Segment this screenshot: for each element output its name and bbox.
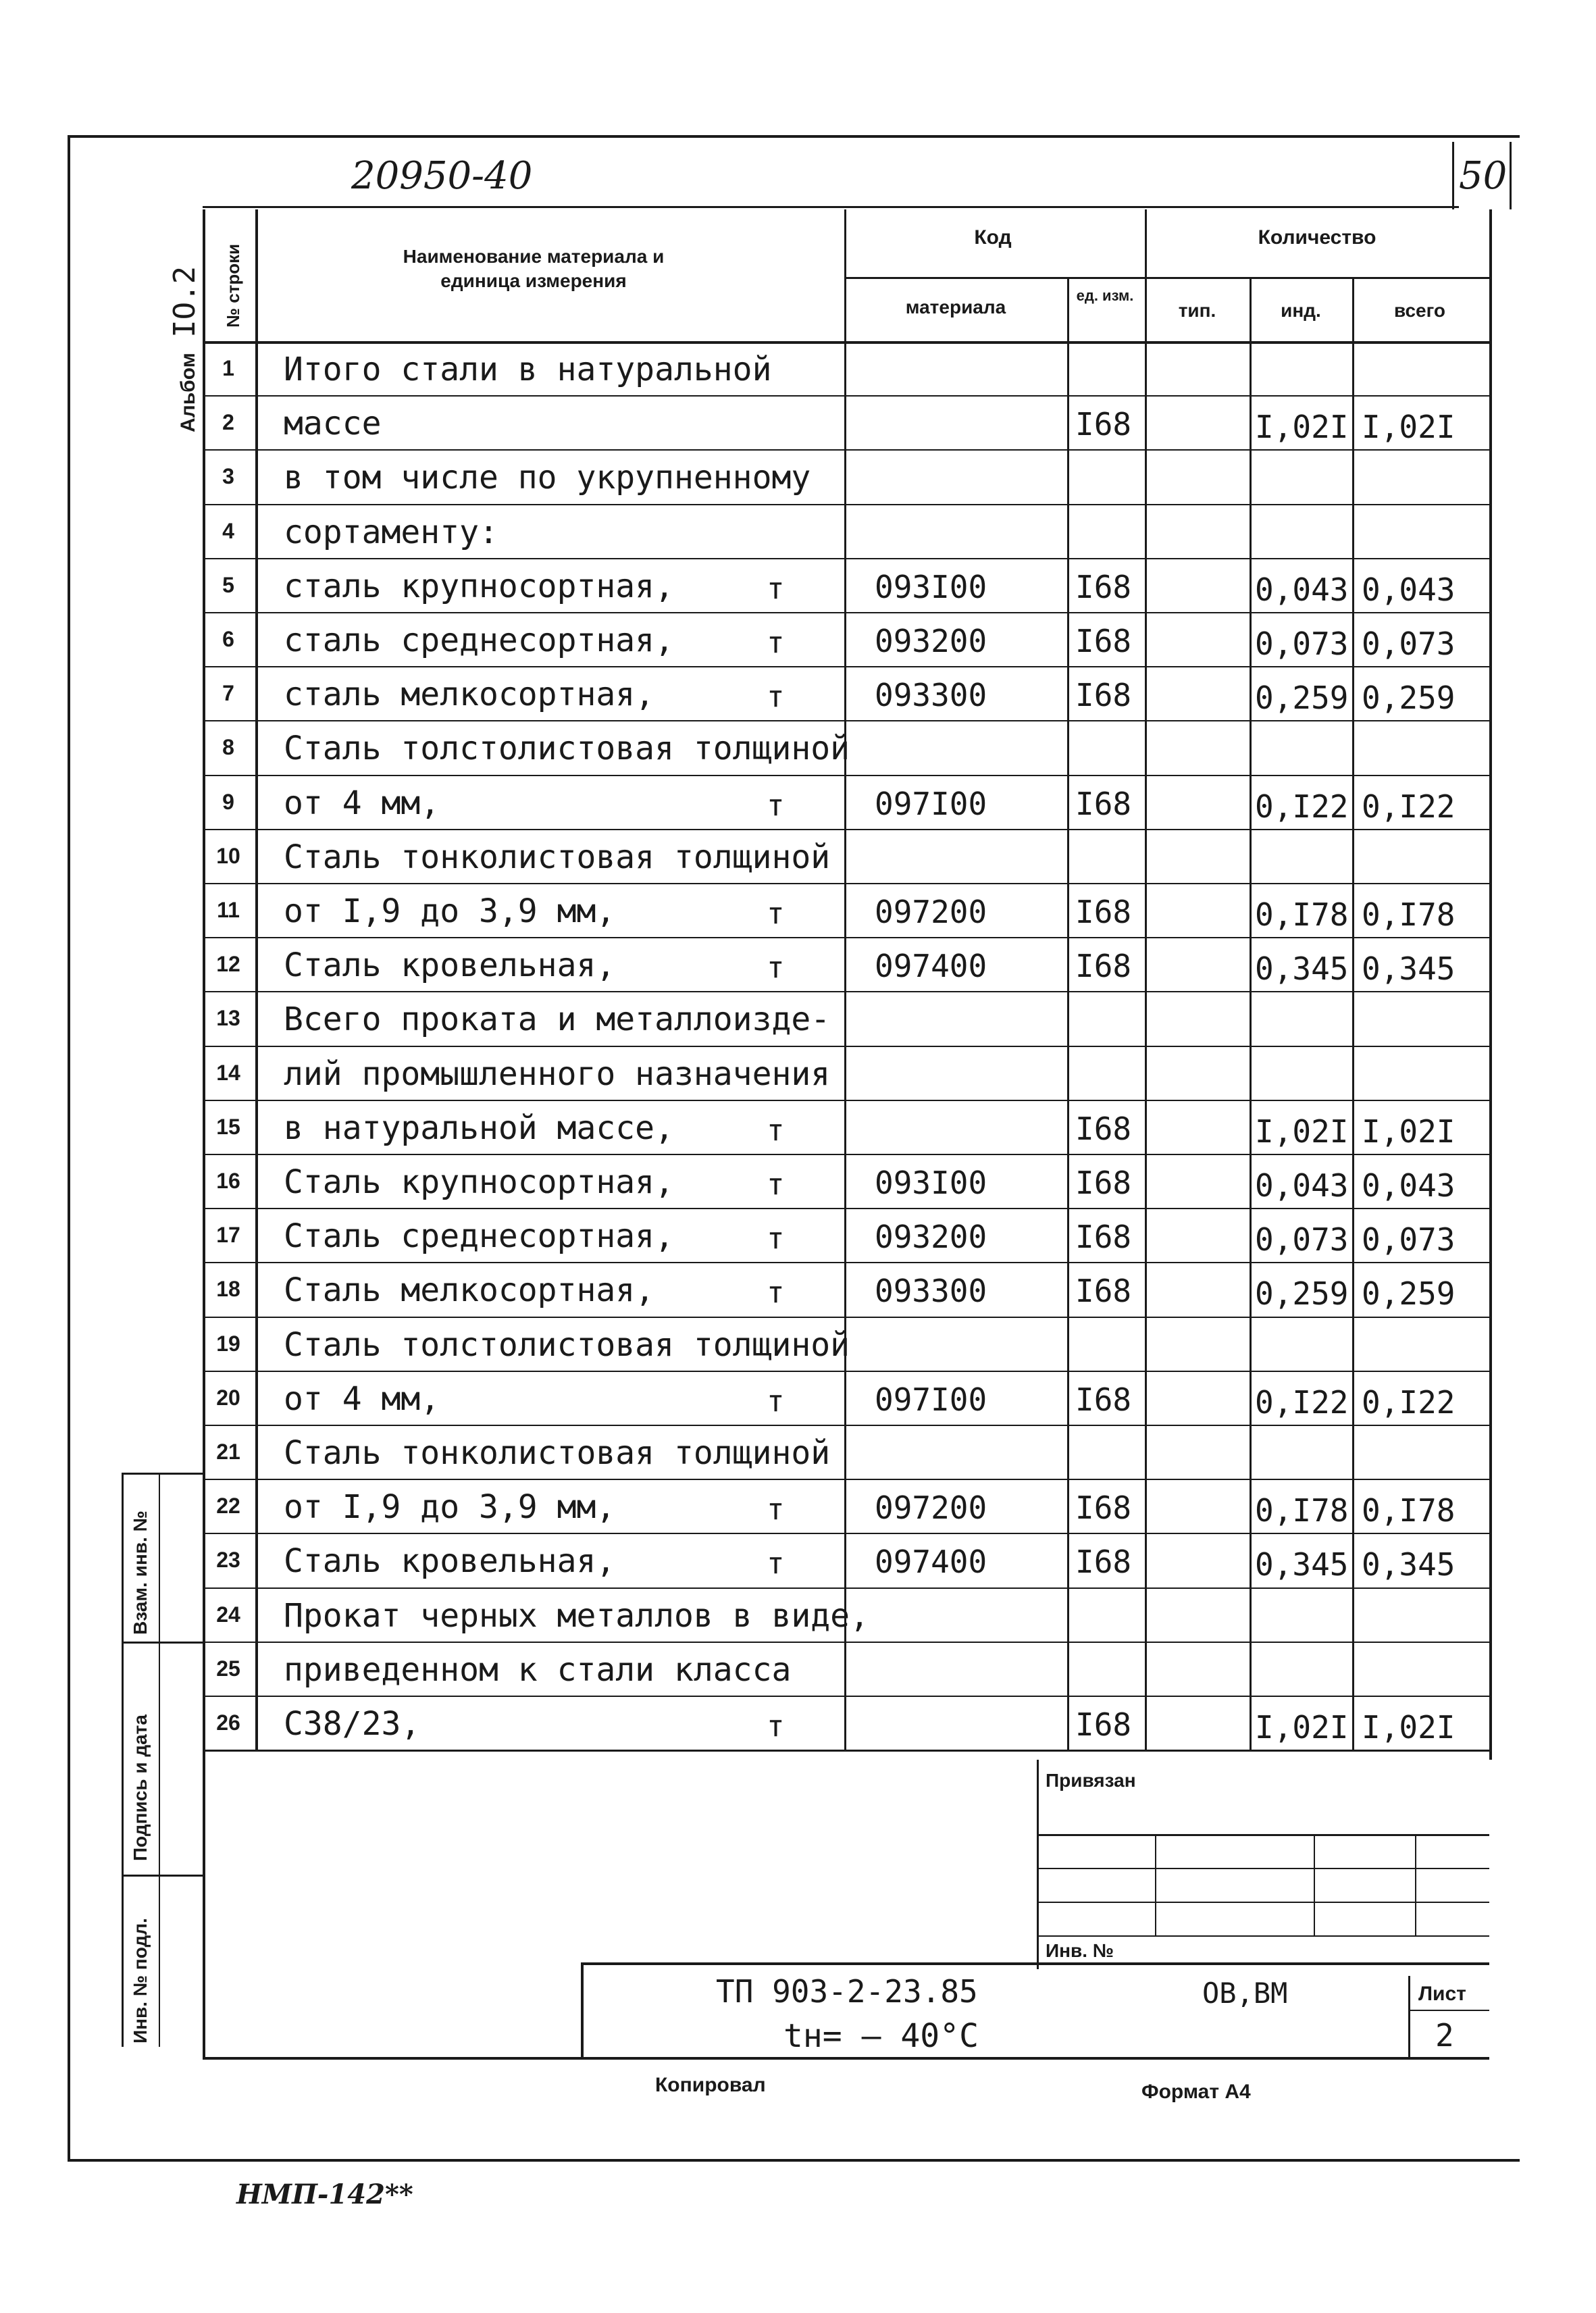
col-header-code: Код — [974, 226, 1012, 249]
tb-v1 — [1155, 1834, 1156, 1937]
row-separator — [203, 558, 1489, 559]
row-code-material: 093300 — [875, 1273, 987, 1310]
row-qty-total: 0,259 — [1362, 680, 1456, 717]
row-separator — [203, 1642, 1489, 1643]
row-qty-total: I,02I — [1362, 1709, 1456, 1746]
row-name: сталь среднесортная, — [284, 621, 674, 659]
row-separator — [203, 720, 1489, 721]
row-name: Сталь тонколистовая толщиной — [284, 1434, 831, 1472]
row-qty-total: I,02I — [1362, 1113, 1456, 1150]
row-name: от 4 мм, — [284, 784, 440, 822]
tb-privyazan: Привязан — [1046, 1770, 1136, 1791]
tb-sheet-left — [1408, 1976, 1410, 2057]
row-code-unit: I68 — [1075, 1706, 1132, 1743]
row-separator — [203, 1587, 1489, 1589]
row-separator — [203, 1154, 1489, 1155]
row-unit: т — [767, 1383, 785, 1419]
row-code-material: 097I00 — [875, 785, 987, 822]
row-number: 5 — [222, 572, 234, 597]
row-code-unit: I68 — [1075, 785, 1132, 822]
header-bottom-line — [203, 206, 1459, 208]
row-code-unit: I68 — [1075, 894, 1132, 930]
col-header-code-unit: ед. изм. — [1076, 287, 1134, 304]
tb-main-left — [581, 1962, 584, 2057]
col-divider-unit — [1067, 277, 1069, 1750]
tb-project-code: ТП 903-2-23.85 — [716, 1973, 978, 2010]
row-code-material: 097400 — [875, 1544, 987, 1581]
row-code-material: 093I00 — [875, 1165, 987, 1201]
row-number: 2 — [222, 410, 234, 435]
row-code-material: 097400 — [875, 948, 987, 985]
row-name: Сталь толстолистовая толщиной — [284, 730, 850, 768]
row-qty-ind: 0,259 — [1255, 680, 1349, 717]
row-separator — [203, 612, 1489, 613]
row-name: сортаменту: — [284, 513, 498, 551]
row-code-material: 097200 — [875, 1490, 987, 1527]
tb-privyazan-left — [1037, 1760, 1039, 1969]
row-separator — [203, 1425, 1489, 1426]
row-separator — [203, 829, 1489, 830]
tb-v3 — [1415, 1834, 1416, 1937]
row-qty-ind: I,02I — [1255, 1709, 1349, 1746]
row-code-unit: I68 — [1075, 1544, 1132, 1581]
row-number: 8 — [222, 735, 234, 760]
row-code-material: 093200 — [875, 623, 987, 659]
row-qty-total: 0,I22 — [1362, 788, 1456, 825]
row-unit: т — [767, 1221, 785, 1256]
row-qty-total: 0,073 — [1362, 1221, 1456, 1259]
stamp-inv-podl: Инв. № подл. — [130, 1918, 151, 2043]
row-qty-ind: 0,259 — [1255, 1275, 1349, 1313]
row-name: от 4 мм, — [284, 1379, 440, 1418]
col-header-qty-total: всего — [1393, 300, 1446, 321]
row-number: 15 — [216, 1114, 240, 1139]
row-number: 12 — [216, 952, 240, 977]
row-number: 9 — [222, 789, 234, 814]
row-name: Сталь среднесортная, — [284, 1217, 674, 1256]
row-number: 17 — [216, 1223, 240, 1248]
album-value: IO.2 — [168, 265, 202, 338]
row-qty-ind: 0,345 — [1255, 1546, 1349, 1583]
row-qty-total: 0,043 — [1362, 571, 1456, 608]
row-code-unit: I68 — [1075, 568, 1132, 605]
stamp-top — [122, 1473, 203, 1475]
row-qty-ind: 0,I78 — [1255, 1492, 1349, 1529]
row-separator — [203, 395, 1489, 397]
row-code-unit: I68 — [1075, 677, 1132, 714]
row-number: 11 — [217, 898, 240, 922]
col-divider-name — [844, 209, 846, 1750]
row-qty-ind: 0,I78 — [1255, 896, 1349, 933]
row-unit: т — [767, 1492, 785, 1527]
row-separator — [203, 1046, 1489, 1047]
row-unit: т — [767, 788, 785, 823]
footer-copied: Копировал — [655, 2074, 766, 2096]
row-number: 18 — [216, 1277, 240, 1302]
row-qty-ind: 0,I22 — [1255, 788, 1349, 825]
row-name: С38/23, — [284, 1705, 421, 1743]
row-name: приведенном к стали класса — [284, 1650, 792, 1689]
row-name: лий промышленного назначения — [284, 1054, 831, 1093]
tb-section: ОВ,ВМ — [1202, 1977, 1288, 2010]
col-divider-ind — [1352, 277, 1354, 1750]
sheet-frame-bottom — [68, 2159, 1520, 2162]
col-divider-typ — [1250, 277, 1252, 1750]
sheet-frame-left — [68, 135, 70, 2162]
row-name: сталь крупносортная, — [284, 567, 674, 605]
row-unit: т — [767, 1546, 785, 1581]
row-number: 16 — [216, 1169, 240, 1193]
row-number: 26 — [216, 1710, 240, 1735]
album-label-text: Альбом — [177, 353, 199, 432]
row-qty-total: 0,345 — [1362, 1546, 1456, 1583]
row-separator — [203, 504, 1489, 505]
row-separator — [203, 1750, 1489, 1751]
row-number: 25 — [216, 1656, 240, 1681]
row-qty-ind: 0,073 — [1255, 1221, 1349, 1259]
row-code-material: 093300 — [875, 677, 987, 714]
row-separator — [203, 1317, 1489, 1318]
stamp-div2 — [122, 1875, 203, 1877]
tb-h1 — [1037, 1834, 1489, 1836]
stamp-left-edge — [122, 1473, 124, 2047]
stamp-div1 — [122, 1642, 203, 1644]
row-number: 23 — [216, 1548, 240, 1573]
col-header-row-no: № строки — [223, 243, 243, 328]
row-qty-total: I,02I — [1362, 409, 1456, 446]
row-number: 14 — [216, 1060, 240, 1085]
row-name: сталь мелкосортная, — [284, 676, 655, 714]
col-header-qty-ind: инд. — [1281, 300, 1321, 321]
row-qty-total: 0,I22 — [1362, 1383, 1456, 1421]
row-code-unit: I68 — [1075, 406, 1132, 443]
stamp-vzam: Взам. инв. № — [130, 1510, 151, 1635]
row-qty-ind: I,02I — [1255, 409, 1349, 446]
row-unit: т — [767, 680, 785, 715]
row-separator — [203, 883, 1489, 884]
row-number: 6 — [222, 627, 234, 651]
table-right-border — [1489, 209, 1492, 1760]
row-code-unit: I68 — [1075, 623, 1132, 659]
row-qty-total: 0,043 — [1362, 1167, 1456, 1204]
row-separator — [203, 937, 1489, 938]
frame-bottom-line — [203, 2057, 1489, 2060]
table-left-border — [203, 209, 205, 2057]
row-qty-ind: 0,043 — [1255, 1167, 1349, 1204]
page-box-right — [1510, 142, 1512, 209]
row-unit: т — [767, 1709, 785, 1744]
col-header-name: Наименование материала и единица измерения — [403, 246, 665, 292]
row-name: Сталь толстолистовая толщиной — [284, 1325, 850, 1364]
row-number: 21 — [216, 1440, 240, 1464]
row-number: 22 — [216, 1494, 240, 1519]
row-unit: т — [767, 1167, 785, 1202]
row-number: 20 — [216, 1385, 240, 1410]
sheet-frame-top — [68, 135, 1520, 138]
row-code-material: 097I00 — [875, 1381, 987, 1418]
row-separator — [203, 1262, 1489, 1263]
stamp-mid — [159, 1473, 160, 2047]
row-qty-total: 0,I78 — [1362, 896, 1456, 933]
row-name: Итого стали в натуральной — [284, 351, 772, 388]
row-qty-ind: 0,I22 — [1255, 1383, 1349, 1421]
row-separator — [203, 1100, 1489, 1101]
row-qty-ind: 0,043 — [1255, 571, 1349, 608]
row-name: Всего проката и металлоизде- — [284, 1000, 831, 1039]
row-code-unit: I68 — [1075, 1490, 1132, 1527]
row-separator — [203, 991, 1489, 992]
row-qty-ind: I,02I — [1255, 1113, 1349, 1150]
row-code-unit: I68 — [1075, 1110, 1132, 1147]
col-divider-code — [1145, 209, 1147, 1750]
row-name: Прокат черных металлов в виде, — [284, 1596, 869, 1635]
row-name: Сталь крупносортная, — [284, 1163, 674, 1201]
row-number: 19 — [216, 1331, 240, 1356]
row-qty-ind: 0,073 — [1255, 626, 1349, 662]
row-number: 4 — [222, 518, 234, 543]
row-name: массе — [284, 405, 382, 443]
row-unit: т — [767, 950, 785, 986]
row-code-unit: I68 — [1075, 1381, 1132, 1418]
tb-inv-no: Инв. № — [1046, 1940, 1114, 1961]
page-box-left — [1452, 142, 1454, 209]
tb-sheet-div — [1408, 2010, 1489, 2011]
header-bottom-line — [203, 341, 1489, 344]
row-qty-total: 0,259 — [1362, 1275, 1456, 1313]
tb-main-top — [581, 1962, 1489, 1965]
tb-h4 — [1037, 1935, 1489, 1937]
row-separator — [203, 1208, 1489, 1209]
row-code-material: 093I00 — [875, 568, 987, 605]
row-separator — [203, 449, 1489, 451]
row-name: Сталь кровельная, — [284, 946, 616, 985]
row-qty-total: 0,073 — [1362, 626, 1456, 662]
row-separator — [203, 1533, 1489, 1534]
row-number: 3 — [222, 464, 234, 489]
row-separator — [203, 775, 1489, 776]
row-code-unit: I68 — [1075, 1273, 1132, 1310]
row-name: от I,9 до 3,9 мм, — [284, 892, 616, 930]
row-qty-total: 0,I78 — [1362, 1492, 1456, 1529]
col-header-qty: Количество — [1258, 226, 1376, 249]
row-separator — [203, 666, 1489, 667]
row-name: в том числе по укрупненному — [284, 459, 811, 497]
footer-stamp: НМП-142** — [236, 2179, 413, 2210]
row-number: 1 — [222, 356, 234, 380]
row-qty-ind: 0,345 — [1255, 950, 1349, 988]
row-unit: т — [767, 1113, 785, 1148]
col-divider-rownum — [255, 209, 258, 1750]
row-number: 13 — [216, 1006, 240, 1031]
album-label — [168, 266, 202, 432]
col-header-qty-typ: тип. — [1178, 300, 1216, 321]
row-name: Сталь тонколистовая толщиной — [284, 838, 831, 876]
row-number: 7 — [222, 681, 234, 706]
row-code-unit: I68 — [1075, 1165, 1132, 1201]
col-header-code-material: материала — [905, 297, 1006, 317]
row-name: от I,9 до 3,9 мм, — [284, 1488, 616, 1527]
row-unit: т — [767, 571, 785, 606]
row-code-material: 097200 — [875, 894, 987, 930]
tb-v2 — [1314, 1834, 1315, 1937]
tb-h3 — [1037, 1902, 1489, 1903]
row-number: 10 — [216, 843, 240, 868]
doc-number: 20950-40 — [351, 154, 533, 198]
row-unit: т — [767, 896, 785, 931]
row-code-material: 093200 — [875, 1219, 987, 1256]
stamp-podpis: Подпись и дата — [130, 1714, 151, 1861]
row-code-unit: I68 — [1075, 948, 1132, 985]
row-code-unit: I68 — [1075, 1219, 1132, 1256]
row-name: Сталь мелкосортная, — [284, 1271, 655, 1310]
row-qty-total: 0,345 — [1362, 950, 1456, 988]
row-name: Сталь кровельная, — [284, 1542, 616, 1581]
row-separator — [203, 1371, 1489, 1372]
row-unit: т — [767, 626, 785, 660]
tb-sheet-label: Лист — [1418, 1983, 1466, 2005]
tb-temperature: tн= – 40°С — [783, 2017, 979, 2055]
header-mid-line — [844, 277, 1489, 279]
row-separator — [203, 1479, 1489, 1480]
footer-format: Формат А4 — [1141, 2081, 1251, 2103]
tb-sheet-value: 2 — [1435, 2017, 1454, 2054]
row-unit: т — [767, 1275, 785, 1311]
page-number: 50 — [1459, 154, 1508, 198]
row-name: в натуральной массе, — [284, 1109, 674, 1147]
tb-h2 — [1037, 1868, 1489, 1869]
row-number: 24 — [216, 1602, 240, 1627]
row-separator — [203, 1696, 1489, 1697]
